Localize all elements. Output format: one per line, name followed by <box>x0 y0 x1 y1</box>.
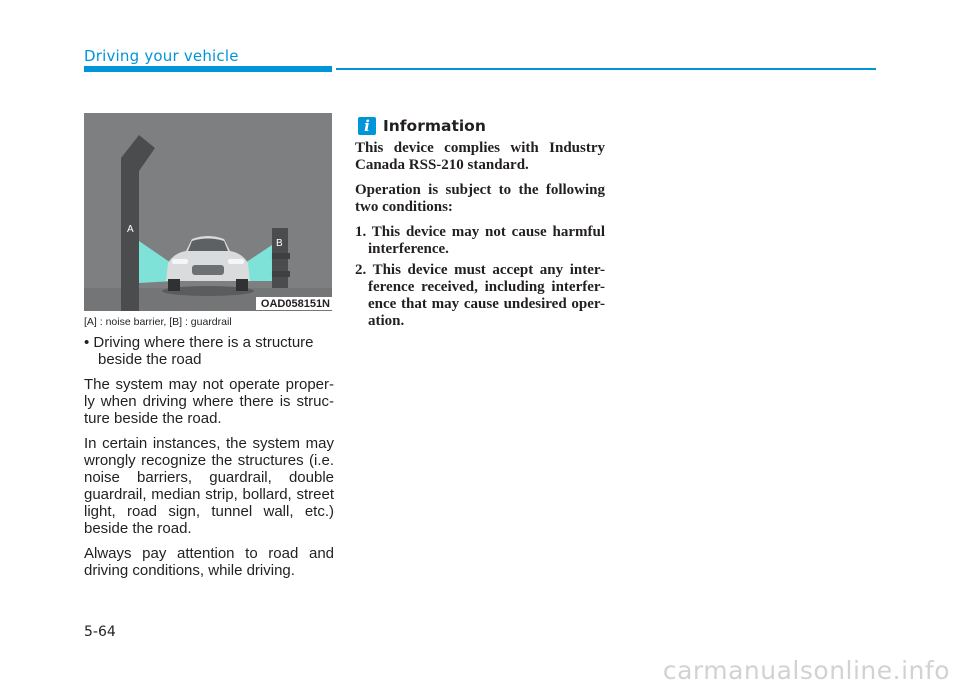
conditions-list <box>355 224 605 330</box>
illustration-blind-spot <box>84 113 332 311</box>
information-title: Information <box>383 117 486 135</box>
figure-code: OAD058151N <box>256 297 332 310</box>
info-icon: i <box>358 117 376 135</box>
list-item: 1. This device may not cause harmful interference. <box>355 224 605 257</box>
header-rule-accent <box>84 66 332 72</box>
paragraph: This device complies with Industry Canada RSS-210 standard. <box>355 140 605 173</box>
watermark: carmanualsonline.info <box>662 656 950 685</box>
information-header <box>358 117 486 135</box>
illustration-drawing <box>84 113 332 311</box>
page-number: 5-64 <box>84 624 116 640</box>
left-column <box>84 334 334 587</box>
section-title: Driving your vehicle <box>84 47 239 65</box>
list-item: 2. This device must accept any inter-ference received, including interfer-ence that may cause undesired oper-ation. <box>355 262 605 329</box>
paragraph: The system may not operate proper-ly when driving where there is struc-ture beside the road. <box>84 376 334 427</box>
paragraph: Always pay attention to road and driving conditions, while driving. <box>84 545 334 579</box>
figure-label-a: A <box>127 224 134 235</box>
bullet-heading: • Driving where there is a structure beside the road <box>84 334 314 368</box>
paragraph: Operation is subject to the following two conditions: <box>355 182 605 215</box>
header-rule <box>336 68 876 70</box>
figure-caption: [A] : noise barrier, [B] : guardrail <box>84 316 232 328</box>
figure-label-b: B <box>276 238 283 249</box>
information-body <box>355 140 605 334</box>
paragraph: In certain instances, the system may wrongly recognize the structures (i.e. noise barriers, guardrail, double guardrail, median strip, bollard, street light, road sign, tunnel wall, etc.) beside the road. <box>84 435 334 537</box>
